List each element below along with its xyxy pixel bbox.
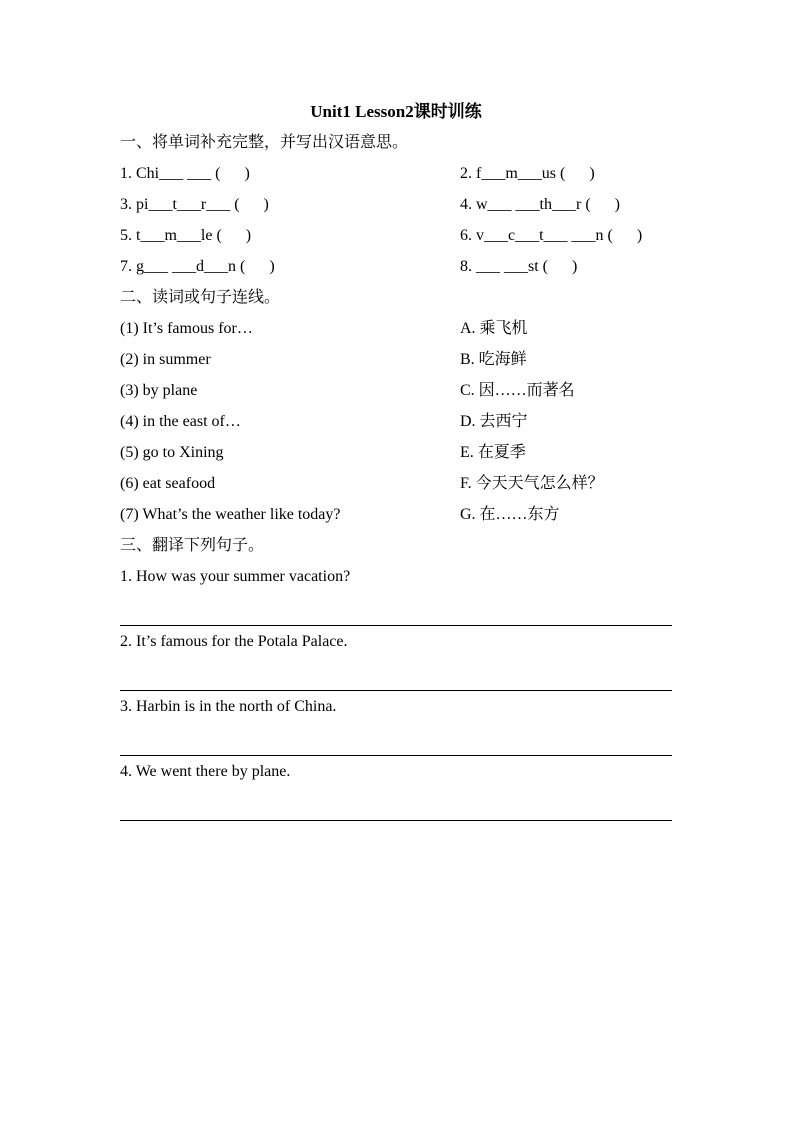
- match-left-3: (3) by plane: [120, 382, 198, 399]
- fill-item-2: 2. f___m___us ( ): [460, 165, 595, 182]
- match-right-e: E. 在夏季: [460, 444, 526, 461]
- match-row: [120, 437, 672, 468]
- match-right-g: G. 在……东方: [460, 506, 560, 523]
- section2-heading: 二、读词或句子连线。: [120, 289, 281, 306]
- translation-sentence-2: 2. It’s famous for the Potala Palace.: [120, 633, 348, 650]
- fill-item-8: 8. ___ ___st ( ): [460, 258, 578, 275]
- translation-item: [120, 691, 672, 756]
- answer-line: [120, 592, 672, 626]
- translation-item: [120, 756, 672, 821]
- match-row: [120, 468, 672, 499]
- translation-sentence-1: 1. How was your summer vacation?: [120, 568, 351, 585]
- match-left-1: (1) It’s famous for…: [120, 320, 253, 337]
- match-right-d: D. 去西宁: [460, 413, 528, 430]
- match-right-c: C. 因……而著名: [460, 382, 575, 399]
- translation-sentence-3: 3. Harbin is in the north of China.: [120, 698, 337, 715]
- match-left-6: (6) eat seafood: [120, 475, 216, 492]
- fill-row: [120, 251, 672, 282]
- match-right-a: A. 乘飞机: [460, 320, 528, 337]
- section1-heading: 一、将单词补充完整，并写出汉语意思。: [120, 134, 409, 151]
- translation-sentence-4: 4. We went there by plane.: [120, 763, 291, 780]
- worksheet-title: Unit1 Lesson2课时训练: [310, 102, 482, 121]
- fill-item-5: 5. t___m___le ( ): [120, 227, 252, 244]
- fill-row: [120, 220, 672, 251]
- match-row: [120, 499, 672, 530]
- translation-item: [120, 626, 672, 691]
- match-left-4: (4) in the east of…: [120, 413, 241, 430]
- answer-line: [120, 787, 672, 821]
- match-right-b: B. 吃海鲜: [460, 351, 527, 368]
- answer-line: [120, 657, 672, 691]
- fill-item-6: 6. v___c___t___ ___n ( ): [460, 227, 643, 244]
- fill-item-7: 7. g___ ___d___n ( ): [120, 258, 275, 275]
- match-row: [120, 375, 672, 406]
- match-right-f: F. 今天天气怎么样？: [460, 475, 604, 492]
- answer-line: [120, 722, 672, 756]
- translation-item: [120, 561, 672, 626]
- match-row: [120, 344, 672, 375]
- fill-row: [120, 158, 672, 189]
- section3-heading: 三、翻译下列句子。: [120, 537, 265, 554]
- fill-item-1: 1. Chi___ ___ ( ): [120, 165, 250, 182]
- fill-item-3: 3. pi___t___r___ ( ): [120, 196, 269, 213]
- match-row: [120, 313, 672, 344]
- match-left-5: (5) go to Xining: [120, 444, 224, 461]
- fill-row: [120, 189, 672, 220]
- match-left-2: (2) in summer: [120, 351, 211, 368]
- fill-item-4: 4. w___ ___th___r ( ): [460, 196, 620, 213]
- match-left-7: (7) What’s the weather like today?: [120, 506, 341, 523]
- match-row: [120, 406, 672, 437]
